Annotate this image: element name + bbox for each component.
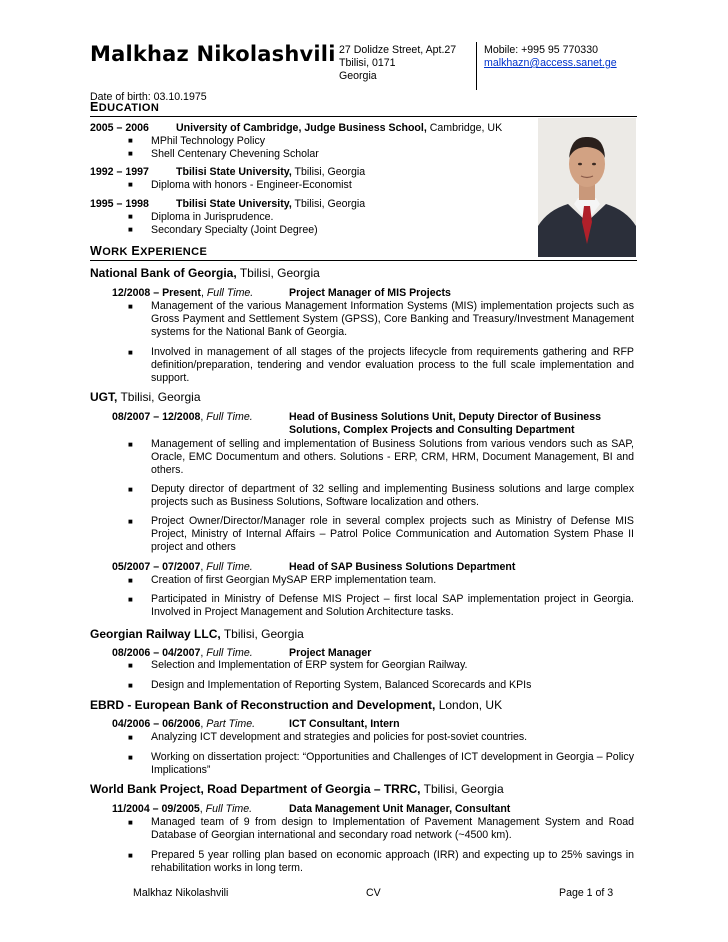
bullet-icon: ■ [128, 753, 133, 762]
job-bullet: Managed team of 9 from design to Implementation of Pavement Management System and Road Database of Georgian international and secondary road network (~4500 km). [151, 816, 634, 841]
organization-name: EBRD - European Bank of Reconstruction and Development, London, UK [90, 698, 503, 712]
header-divider [476, 42, 477, 90]
bullet-icon: ■ [128, 485, 133, 494]
job-bullet: Analyzing ICT development and strategies and policies for post-soviet countries. [151, 731, 528, 743]
bullet-icon: ■ [128, 225, 133, 234]
job-title: ICT Consultant, Intern [289, 718, 400, 730]
cv-name: Malkhaz Nikolashvili [90, 42, 336, 66]
footer-doc-label: CV [366, 887, 381, 899]
bullet-icon: ■ [128, 851, 133, 860]
organization-name: Georgian Railway LLC, Tbilisi, Georgia [90, 627, 304, 641]
bullet-icon: ■ [128, 733, 133, 742]
job-dates: 05/2007 – 07/2007 [112, 561, 201, 573]
address-line: Tbilisi, 0171 [339, 56, 396, 69]
education-institution: Tbilisi State University, [176, 198, 292, 210]
bullet-icon: ■ [128, 818, 133, 827]
job-bullet: Design and Implementation of Reporting System, Balanced Scorecards and KPIs [151, 679, 532, 691]
education-years: 2005 – 2006 [90, 122, 149, 134]
mobile-number: Mobile: +995 95 770330 [484, 44, 598, 56]
job-header: 08/2006 – 04/2007, Full Time. Project Manager [112, 647, 372, 659]
job-bullet: Deputy director of department of 32 selling and implementing Business solutions and large complex projects such as Business Solutions, Software localization and others. [151, 483, 634, 508]
job-title: Project Manager of MIS Projects [289, 287, 451, 299]
education-entry-header [90, 198, 366, 211]
job-title-continued: Solutions, Complex Projects and Consulting Department [289, 424, 575, 436]
job-dates: 11/2004 – 09/2005 [112, 803, 200, 815]
job-bullet: Management of selling and implementation of Business Solutions from various vendors such as SAP, Oracle, EMC Documentum and others. Solutions - ERP, CRM, HRM, Document Management, BI and others. [151, 438, 634, 476]
bullet-icon: ■ [128, 136, 133, 145]
job-header: 12/2008 – Present, Full Time. Project Manager of MIS Projects [112, 287, 451, 299]
section-title-education: EDUCATION [90, 100, 637, 117]
job-dates: 08/2006 – 04/2007 [112, 647, 201, 659]
education-item: Diploma in Jurisprudence. [151, 211, 274, 223]
job-header: 11/2004 – 09/2005, Full Time. Data Management Unit Manager, Consultant [112, 803, 511, 815]
job-type: Full Time. [206, 287, 254, 299]
section-title-work-experience: WORK EXPERIENCE [90, 244, 637, 261]
job-title: Data Management Unit Manager, Consultant [289, 803, 511, 815]
education-location: Tbilisi, Georgia [291, 166, 366, 178]
job-type: Full Time. [206, 411, 253, 423]
job-type: Full Time. [205, 803, 253, 815]
date-of-birth: Date of birth: 03.10.1975 [90, 91, 207, 103]
job-dates: 12/2008 – Present [112, 287, 201, 299]
education-institution: Tbilisi State University, [176, 166, 292, 178]
education-item: Diploma with honors - Engineer-Economist [151, 179, 352, 191]
bullet-icon: ■ [128, 576, 133, 585]
job-bullet: Selection and Implementation of ERP system for Georgian Railway. [151, 659, 468, 671]
bullet-icon: ■ [128, 348, 133, 357]
job-bullet: Management of the various Management Information Systems (MIS) implementation projects such as Gross Payment and Settlement System (GPSS), Core Banking and Treasury/Investment Management systems for the National Bank of Georgia. [151, 300, 634, 338]
education-years: 1995 – 1998 [90, 198, 149, 210]
education-item: Shell Centenary Chevening Scholar [151, 148, 319, 160]
job-bullet: Project Owner/Director/Manager role in several complex projects such as Ministry of Defense MIS Project, Ministry of Internal Affairs – Patrol Police Communication and Automation System Phase II project and others [151, 515, 634, 553]
job-title: Head of Business Solutions Unit, Deputy Director of Business [289, 411, 601, 423]
bullet-icon: ■ [128, 212, 133, 221]
footer-name: Malkhaz Nikolashvili [133, 887, 229, 899]
job-bullet: Creation of first Georgian MySAP ERP implementation team. [151, 574, 437, 586]
job-header: 05/2007 – 07/2007, Full Time. Head of SAP Business Solutions Department [112, 561, 516, 573]
profile-photo [538, 118, 636, 257]
bullet-icon: ■ [128, 595, 133, 604]
address-block [339, 44, 474, 83]
bullet-icon: ■ [128, 661, 133, 670]
job-type: Part Time. [206, 718, 256, 730]
job-dates: 04/2006 – 06/2006 [112, 718, 201, 730]
education-years: 1992 – 1997 [90, 166, 149, 178]
education-location: Cambridge, UK [426, 122, 503, 134]
job-title: Project Manager [289, 647, 372, 659]
education-entry-header [90, 166, 366, 179]
address-line: 27 Dolidze Street, Apt.27 [339, 44, 457, 56]
job-dates: 08/2007 – 12/2008 [112, 411, 201, 423]
job-header: 08/2007 – 12/2008, Full Time. Head of Business Solutions Unit, Deputy Director of Business [112, 411, 601, 423]
organization-name: UGT, Tbilisi, Georgia [90, 390, 201, 404]
footer-page-number: Page 1 of 3 [559, 887, 614, 899]
bullet-icon: ■ [128, 180, 133, 189]
address-line: Georgia [339, 69, 377, 82]
job-title: Head of SAP Business Solutions Department [289, 561, 516, 573]
bullet-icon: ■ [128, 440, 133, 449]
bullet-icon: ■ [128, 517, 133, 526]
job-bullet: Involved in management of all stages of the projects lifecycle from requirements gathering and RFP definition/preparation, tendering and vendor evaluation process to the full scale implementation and support. [151, 346, 634, 384]
bullet-icon: ■ [128, 149, 133, 158]
organization-name: World Bank Project, Road Department of Georgia – TRRC, Tbilisi, Georgia [90, 782, 504, 796]
education-location: Tbilisi, Georgia [291, 198, 366, 210]
bullet-icon: ■ [128, 681, 133, 690]
job-bullet: Participated in Ministry of Defense MIS Project – first local SAP implementation project in Georgia. Involved in Project Management and Solution Architecture tasks. [151, 593, 634, 618]
job-type: Full Time. [206, 647, 253, 659]
job-type: Full Time. [206, 561, 253, 573]
job-bullet: Working on dissertation project: “Opportunities and Challenges of ICT development in Georgia – Policy Implications” [151, 751, 634, 776]
job-bullet: Prepared 5 year rolling plan based on economic approach (IRR) and expecting up to 25% savings in rehabilitation works in long term. [151, 849, 634, 874]
job-header: 04/2006 – 06/2006, Part Time. ICT Consultant, Intern [112, 718, 400, 730]
education-entry-header [90, 122, 503, 135]
bullet-icon: ■ [128, 302, 133, 311]
contact-block [484, 44, 644, 70]
education-item: MPhil Technology Policy [151, 135, 266, 147]
education-item: Secondary Specialty (Joint Degree) [151, 224, 318, 236]
email-link[interactable]: malkhazn@access.sanet.ge [484, 56, 617, 69]
education-institution: University of Cambridge, Judge Business School, [176, 122, 427, 134]
organization-name: National Bank of Georgia, Tbilisi, Georgia [90, 266, 320, 280]
